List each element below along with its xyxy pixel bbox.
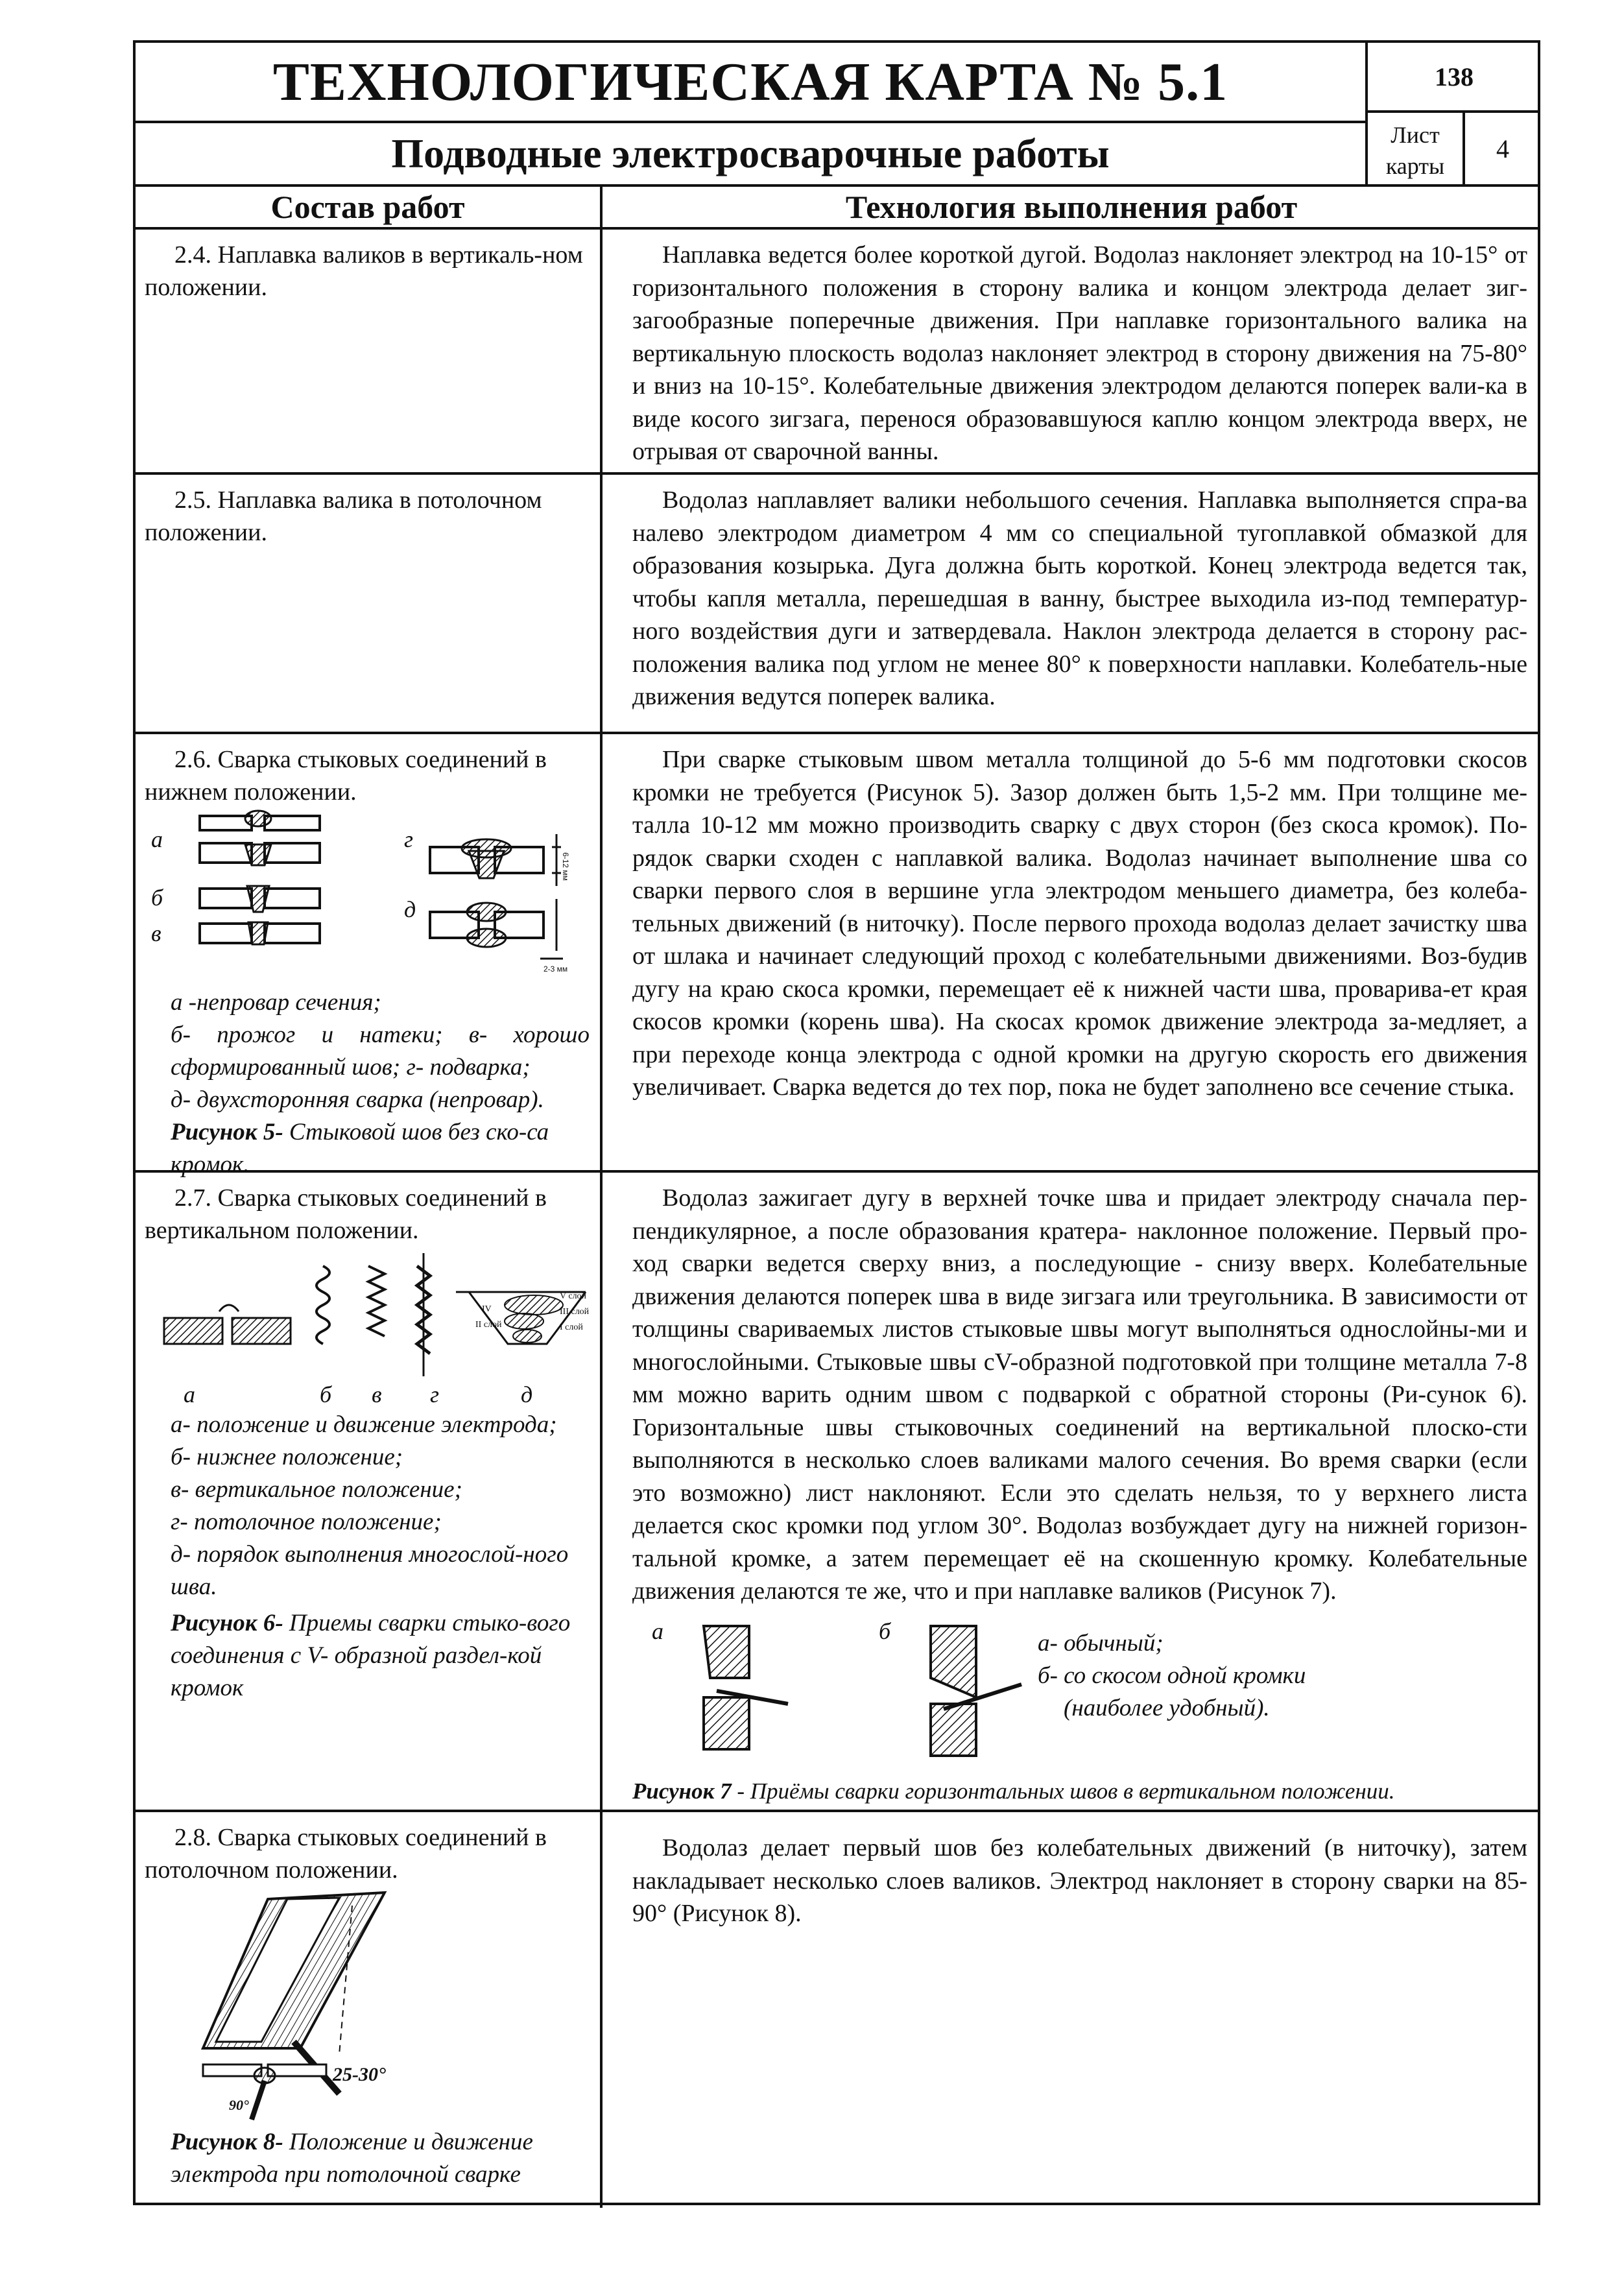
fig6-letter-a: а bbox=[184, 1382, 195, 1407]
fig6-legend-line: б- нижнее положение; bbox=[171, 1444, 403, 1470]
operation-cell bbox=[136, 734, 603, 1178]
fig5-letter-a: а bbox=[151, 826, 163, 852]
figure-5-legend bbox=[145, 987, 590, 1116]
fig5-dim-gap: 2-3 мм bbox=[543, 964, 568, 974]
figure-7-label: Рисунок 7 bbox=[632, 1778, 732, 1804]
technology-cell bbox=[603, 1173, 1540, 1810]
figure-5-label: Рисунок 5- bbox=[171, 1119, 283, 1145]
fig8-angle-bottom: 90° bbox=[229, 2097, 249, 2113]
operation-cell bbox=[136, 1812, 603, 2208]
card-subtitle: Подводные электросварочные работы bbox=[136, 123, 1368, 184]
fig6-legend-line: а- положение и движение электрода; bbox=[171, 1411, 557, 1438]
figure-6-caption bbox=[145, 1607, 590, 1705]
row-2-7 bbox=[136, 1173, 1540, 1812]
fig5-letter-g: г bbox=[404, 826, 414, 852]
row-2-8 bbox=[136, 1812, 1540, 2208]
figure-7-caption bbox=[632, 1775, 1527, 1808]
row-2-5 bbox=[136, 475, 1540, 734]
fig6-letter-g: г bbox=[430, 1382, 440, 1407]
figure-6-vertical-weld-diagram bbox=[145, 1247, 592, 1409]
figure-5-butt-weld-diagram bbox=[145, 808, 592, 987]
sheet-label: Лист карты bbox=[1368, 113, 1465, 184]
fig6-legend-line: д- порядок выполнения многослой-ного шва. bbox=[171, 1541, 569, 1600]
technology-text: Водолаз наплавляет валики небольшого сечения. Наплавка выполняется спра-ва налево электродом диаметром 4 мм со специальной тугоплавкой обмазкой для образования козырька. Дуга должна быть короткой. Конец электрода ведется так, чтобы капля металла, перешедшая в ванну, быстрее выходила из-под температур-ного воздействия дуги и затвердевала. Наклон электрода делается в сторону рас-положения валика под углом не менее 80° к поверхности наплавки. Колебатель-ные движения ведутся поперек валика. bbox=[632, 486, 1527, 710]
operation-cell bbox=[136, 1173, 603, 1810]
figure-5-title: Стыковой шов без ско-са кромок. bbox=[171, 1119, 549, 1178]
fig7-legend-line: (наиболее удобный). bbox=[1064, 1694, 1270, 1721]
figure-6-legend bbox=[145, 1409, 590, 1603]
fig6-layer-1: I слой bbox=[560, 1322, 583, 1332]
figure-8-label: Рисунок 8- bbox=[171, 2129, 283, 2155]
technology-text: При сварке стыковым швом металла толщиной до 5-6 мм подготовки скосов кромки не требуется (Рисунок 5). Зазор должен быть 1,5-2 мм. При толщине ме-талла 10-12 мм можно производить сварку с двух сторон (без скоса кромок). По-рядок сварки сходен с наплавкой валика. Водолаз начинает выполнение шва со сварки первого слоя в вершине угла электродом меньшего диаметра, без колеба-тельных движений (в ниточку). После первого прохода водолаз делает зачистку шва от шлака и начинает следующий проход с колебательными движениями. Воз-будив дугу на краю скоса кромки, перемещает её к нижней части шва, проварива-ет края скосов кромки (корень шва). На скосах кромок движение электрода за-медляет, а при переходе конца электрода с одной кромки на другую скорость его движения увеличивает. Сварка ведется до тех пор, пока не будет заполнено все сечение стыка. bbox=[632, 746, 1527, 1101]
operation-text: 2.4. Наплавка валиков в вертикаль-ном положении. bbox=[136, 230, 603, 472]
card-title: ТЕХНОЛОГИЧЕСКАЯ КАРТА № 5.1 bbox=[136, 43, 1368, 123]
column-header-technology: Технология выполнения работ bbox=[603, 184, 1540, 230]
fig5-legend-line: б- прожог и натеки; в- хорошо сформированный шов; г- подварка; bbox=[171, 1022, 590, 1081]
figure-8-overhead-weld-diagram bbox=[145, 1886, 592, 2126]
column-header-operations: Состав работ bbox=[136, 184, 603, 230]
row-2-4 bbox=[136, 230, 1540, 475]
fig6-layer-5: V слой bbox=[560, 1291, 587, 1301]
fig6-letter-v: в bbox=[372, 1382, 382, 1407]
fig5-letter-d: д bbox=[404, 896, 416, 922]
operation-text: 2.7. Сварка стыковых соединений в вертикальном положении. bbox=[145, 1184, 547, 1244]
fig5-letter-b: б bbox=[151, 885, 163, 911]
fig7-letter-a: а bbox=[652, 1618, 663, 1644]
figure-7-title: - Приёмы сварки горизонтальных швов в вертикальном положении. bbox=[731, 1778, 1395, 1804]
figure-6-title: Приемы сварки стыко-вого соединения с V- образной раздел-кой кромок bbox=[171, 1610, 571, 1701]
figure-7 bbox=[632, 1613, 1527, 1775]
fig7-legend-line: б- со скосом одной кромки bbox=[1038, 1662, 1306, 1689]
fig7-letter-b: б bbox=[879, 1618, 891, 1644]
fig5-dim-thickness: 6-12 мм bbox=[561, 852, 570, 881]
figure-6-label: Рисунок 6- bbox=[171, 1610, 283, 1636]
fig6-layer-2: II слой bbox=[475, 1320, 502, 1330]
fig7-legend-line: а- обычный; bbox=[1038, 1629, 1164, 1657]
technology-text: Водолаз делает первый шов без колебательных движений (в ниточку), затем накладывает несколько слоев валиков. Электрод наклоняет в сторону сварки на 85-90° (Рисунок 8). bbox=[632, 1834, 1527, 1927]
technology-text: Водолаз зажигает дугу в верхней точке шва и придает электроду сначала пер-пендикулярное, а после образования кратера- наклонное положение. Первый про-ход сварки ведется сверху вниз, а последующие - снизу вверх. Колебательные движения делаются поперек шва в виде зигзага или треугольника. В зависимости от толщины свариваемых листов стыковые швы могут выполняться однослойны-ми и многослойными. Стыковые швы сV-образной подготовкой при толщине металла 7-8 мм можно варить одним швом с подваркой с обратной стороны (Ри-сунок 6). Горизонтальные швы стыковочных соединений на вертикальной плоско-сти выполняются в несколько слоев валиками малого сечения. Во время сварки (если это возможно) лист наклоняют. Если это сделать нельзя, то у верхнего листа делается скос кромки под углом 30°. Водолаз возбуждает дугу на нижней горизон-тальной кромке, а затем перемещает её на скошенную кромку. Колебательные движения делаются те же, что и при наплавке валиков (Рисунок 7). bbox=[632, 1184, 1527, 1605]
operation-text: 2.5. Наплавка валика в потолочном положении. bbox=[136, 475, 603, 732]
operation-text: 2.6. Сварка стыковых соединений в нижнем положении. bbox=[145, 746, 547, 806]
fig8-angle-top: 25-30° bbox=[333, 2064, 386, 2085]
fig6-layer-4: IV bbox=[482, 1304, 492, 1314]
fig5-legend-line: д- двухсторонняя сварка (непровар). bbox=[171, 1086, 544, 1113]
technology-text: Наплавка ведется более короткой дугой. Водолаз наклоняет электрод на 10-15° от горизонтального положения в сторону валика и концом электрода делает зиг-загообразные поперечные движения. При наплавке горизонтального валика на вертикальную плоскость водолаз наклоняет электрод в сторону движения на 75-80° и вниз на 10-15°. Колебательные движения электродом делаются поперек вали-ка в виде косого зигзага, перенося образовавшуюся каплю концом электрода вверх, не отрывая от сварочной ванны. bbox=[632, 241, 1527, 465]
row-2-6 bbox=[136, 734, 1540, 1178]
figure-8-title: Положение и движение электрода при потолочной сварке bbox=[171, 2129, 533, 2188]
figure-7-legend bbox=[1038, 1627, 1306, 1725]
fig6-legend-line: в- вертикальное положение; bbox=[171, 1476, 462, 1503]
technology-card-page bbox=[133, 40, 1540, 2205]
fig6-letter-d: д bbox=[521, 1382, 533, 1407]
operation-text: 2.8. Сварка стыковых соединений в потолочном положении. bbox=[145, 1824, 547, 1884]
figure-8-caption bbox=[145, 2126, 590, 2191]
fig6-letter-b: б bbox=[320, 1382, 332, 1407]
fig6-legend-line: г- потолочное положение; bbox=[171, 1509, 442, 1535]
fig5-legend-line: а -непровар сечения; bbox=[171, 989, 381, 1016]
card-header bbox=[136, 43, 1540, 184]
sheet-number: 4 bbox=[1496, 134, 1509, 163]
figure-5-caption bbox=[145, 1116, 590, 1181]
page-number: 138 bbox=[1368, 43, 1540, 113]
fig6-layer-3: III слой bbox=[560, 1307, 590, 1317]
fig5-letter-v: в bbox=[151, 920, 161, 946]
